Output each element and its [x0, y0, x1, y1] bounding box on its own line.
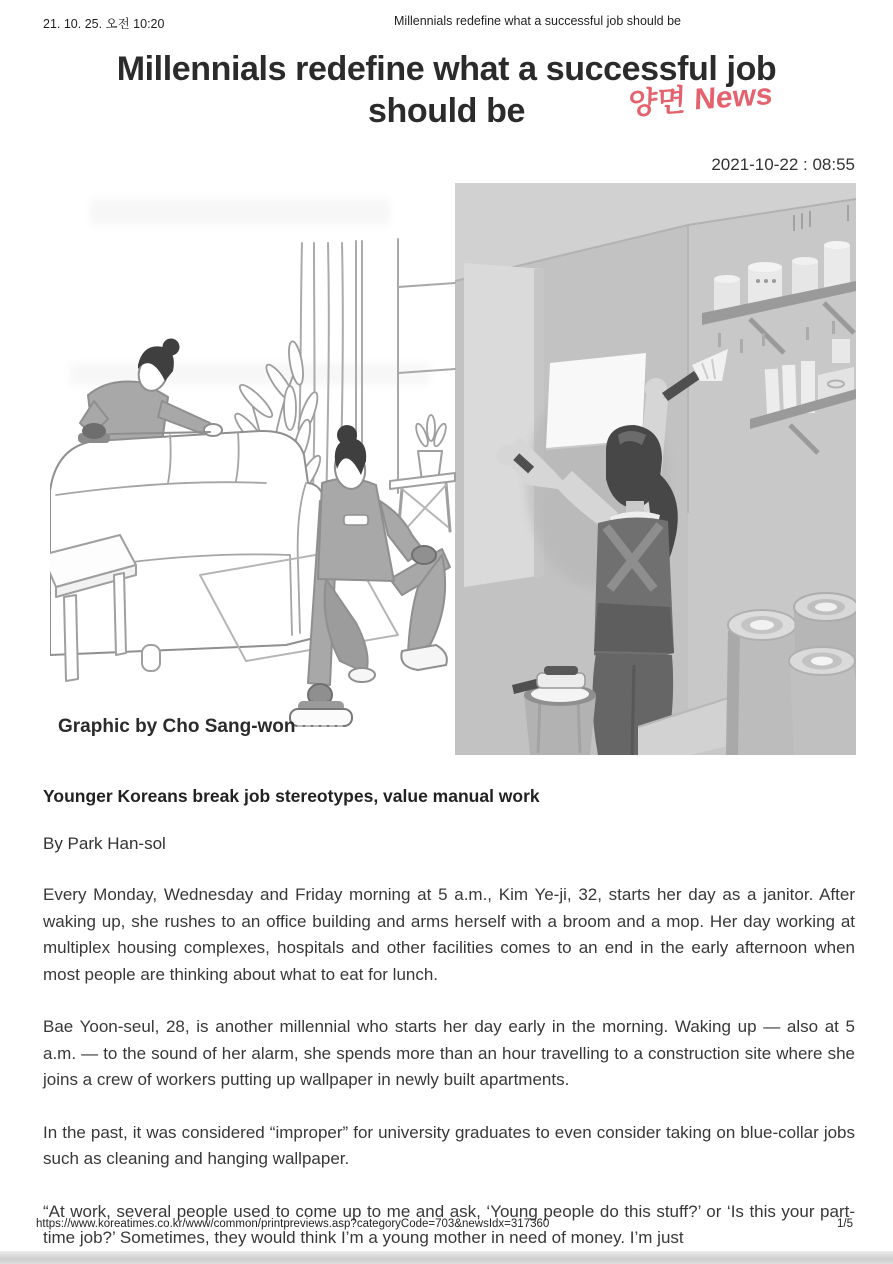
print-header-doc-title: Millennials redefine what a successful job should be: [394, 14, 681, 28]
figure-caption: Graphic by Cho Sang-won: [58, 716, 296, 737]
print-footer-url: https://www.koreatimes.co.kr/www/common/printpreviews.asp?categoryCode=703&newsIdx=317360: [36, 1218, 550, 1230]
article-body: [43, 786, 855, 1264]
article-title-line-1: Millennials redefine what a successful job: [116, 50, 777, 88]
illustration-wallpaper-scene: [455, 183, 856, 755]
article-paragraph-3: In the past, it was considered “improper” for university graduates to even consider taking on blue-collar jobs such as cleaning and hanging wallpaper.: [43, 1122, 855, 1168]
article-subheading: Younger Koreans break job stereotypes, value manual work: [43, 786, 540, 806]
article-paragraph-1: Every Monday, Wednesday and Friday morning at 5 a.m., Kim Ye-ji, 32, starts her day as a janitor. After waking up, she rushes to an office building and arms herself with a broom and a mop. Her day working at multiplex housing complexes, hospitals and other facilities comes to an end in the early afternoon when most people are thinking about what to eat for lunch.: [43, 885, 855, 984]
article-paragraph-4: “At work, several people used to come up to me and ask, ‘Young people do this stuff?’ or ‘Is this your part-time job?’ Sometimes, they would think I’m a young mother in need of money. I’m just: [43, 1201, 855, 1247]
article-title-line-2: should be: [368, 92, 525, 130]
article-figure: [50, 183, 856, 755]
print-footer-page-indicator: 1/5: [837, 1218, 853, 1230]
illustration-svg: [50, 183, 856, 755]
article-paragraph-2: Bae Yoon-seul, 28, is another millennial who starts her day early in the morning. Waking up — also at 5 a.m. — to the sound of her alarm, she spends more than an hour travelling to a construction site where she joins a crew of workers putting up wallpaper in newly built apartments.: [43, 1017, 855, 1089]
illustration-cleaning-scene: [50, 199, 455, 726]
publish-datetime: 2021-10-22 : 08:55: [711, 155, 855, 174]
scan-edge-artifact: [0, 1251, 893, 1264]
article-byline: By Park Han-sol: [43, 834, 166, 853]
door-opening: [464, 263, 544, 587]
print-header-datetime: 21. 10. 25. 오전 10:20: [43, 17, 165, 31]
handwritten-annotation: 양면 News: [627, 77, 774, 122]
